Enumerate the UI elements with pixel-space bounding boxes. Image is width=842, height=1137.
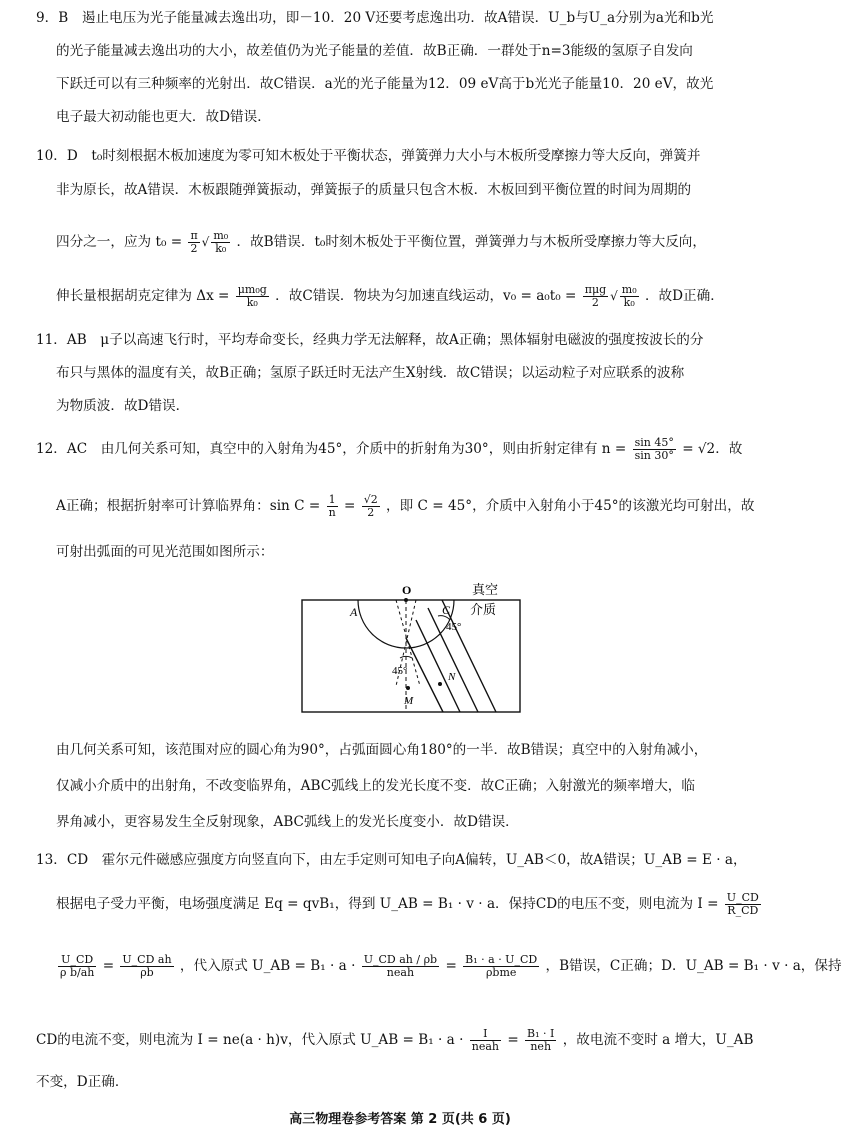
q9-line-3: 下跃迁可以有三种频率的光射出．故C错误．a光的光子能量为12．09 eV高于b光光子能量10．20 eV，故光 [56,76,714,92]
frac-den: k₀ [246,296,258,309]
frac-num: πμg [584,283,607,296]
q13-line-2-text-a: 根据电子受力平衡，电场强度满足 Eq = qvB₁，得到 U_AB = B₁ · v · a．保持CD的电压不变，则电流为 I = [56,896,719,912]
q9-line-2: 的光子能量减去逸出功的大小，故差值仍为光子能量的差值．故B正确．一群处于n=3能级的氢原子自发向 [56,43,693,59]
frac-num: sin 45° [634,436,674,449]
label-n: N [448,671,456,683]
fraction-ucd-over-rcd [725,892,761,917]
label-vacuum: 真空 [472,583,499,598]
label-medium: 介质 [470,603,497,618]
frac-num: m₀ [213,229,229,242]
q13-line-3-text-c: ，B错误，C正确；D．U_AB = B₁ · v · a，保持 [545,958,842,974]
q10-line-4-text-c: ．故D正确． [644,288,724,304]
q11-line-2: 布只与黑体的温度有关，故B正确；氢原子跃迁时无法产生X射线．故C错误；以运动粒子对应联系的波称 [56,365,685,381]
q13-line-3-text-b: ，代入原式 U_AB = B₁ · a · [179,958,356,974]
q12-line-3: 可射出弧面的可见光范围如图所示： [56,544,274,560]
frac-num: U_CD ah [122,953,172,966]
frac-num: B₁ · I [527,1027,555,1040]
label-o: O [402,583,412,597]
fraction-sin45-over-sin30 [633,437,676,462]
fraction-m0-over-k0-2 [620,284,639,309]
frac-den: R_CD [727,904,759,917]
sqrt-sign: √ [201,235,210,249]
frac-den: ρbme [485,966,517,979]
q13-line-3 [56,944,842,988]
frac-den: 2 [367,506,375,519]
frac-num: μm₀g [237,283,267,296]
fraction-mu-m0-g-over-k0 [236,284,269,309]
angle-label-top: 45° [446,621,462,633]
q10-line-4-text-a: 伸长量根据胡克定律为 Δx = [56,288,230,304]
frac-den: ρ b/ah [60,966,95,979]
q13-line-3-eq2: = [445,958,457,974]
fraction-b1-i-over-neh [525,1028,556,1053]
fraction-m0-over-k0 [211,230,230,255]
point-m [406,686,410,690]
q10-line-3 [56,226,776,258]
q12-line-2-text-c: ，即 C = 45°，介质中入射角小于45°的该激光均可射出，故 [386,498,755,514]
q13-line-5: 不变，D正确． [36,1074,129,1090]
q9-line-1: 9．B 遏止电压为光子能量减去逸出功，即－10．20 V还要考虑逸出功．故A错误．U_b与U_a分别为a光和b光 [36,10,714,26]
frac-den: neh [530,1040,552,1053]
q13-line-1: 13．CD 霍尔元件磁感应强度方向竖直向下，由左手定则可知电子向A偏转，U_AB＜0，故A错误；U_AB = E · a， [36,852,747,868]
label-a: A [350,605,358,619]
frac-num: U_CD ah / ρb [363,953,438,966]
q12-line-1-text-a: 12．AC 由几何关系可知，真空中的入射角为45°，介质中的折射角为30°，则由折射定律有 n = [36,441,627,457]
frac-num: U_CD [58,954,96,967]
fraction-i-over-neah [470,1028,501,1053]
q11-line-3: 为物质波．故D错误． [56,398,190,414]
ray-3 [416,620,460,712]
fraction-1-over-n [327,494,338,519]
q10-line-3-text-a: 四分之一，应为 t₀ = [56,234,183,250]
q12-line-2 [56,490,776,522]
frac-num: √2 [363,493,378,506]
fraction-pi-over-2 [188,230,199,255]
frac-den: n [328,506,336,519]
q12-para-2: 仅减小介质中的出射角，不改变临界角，ABC弧线上的发光长度不变．故C正确；入射激光的频率增大，临 [56,778,695,794]
frac-den: neah [471,1040,499,1053]
refraction-diagram [300,576,524,714]
q13-line-4 [36,1024,776,1056]
q12-para-3: 界角减小，更容易发生全反射现象，ABC弧线上的发光长度变小．故D错误． [56,814,519,830]
angle-label-bottom: 45° [392,665,408,677]
frac-num: m₀ [621,283,637,296]
fraction-sqrt2-over-2 [362,494,380,519]
frac-num: I [470,1028,501,1041]
q12-line-1 [36,433,776,465]
sqrt-sign: √ [610,289,618,303]
q13-line-3-eq: = [102,958,115,974]
q10-line-3-text-b: ．故B错误．t₀时刻木板处于平衡位置，弹簧弹力与木板所受摩擦力等大反向， [236,234,706,250]
q13-line-4-text-a: CD的电流不变，则电流为 I = ne(a · h)v，代入原式 U_AB = B₁ · a · [36,1032,464,1048]
frac-num: B₁ · a · U_CD [465,953,538,966]
q13-line-4-eq: = [507,1032,519,1048]
frac-den: sin 30° [634,449,674,462]
fraction-pi-mu-g-over-2 [583,284,608,309]
q13-line-2 [56,888,776,920]
label-m: M [404,695,414,707]
q10-line-4-text-b: ．故C错误．物块为匀加速直线运动，v₀ = a₀t₀ = [275,288,577,304]
fraction-ucd-ah-over-rho-b [120,954,173,979]
q12-line-1-text-b: = √2．故 [682,441,743,457]
frac-num: U_CD [726,891,759,904]
fraction-ucd-over-rho-b-ah [58,954,96,979]
q10-line-2: 非为原长，故A错误．木板跟随弹簧振动，弹簧振子的质量只包含木板．木板回到平衡位置的时间为周期的 [56,182,692,198]
q10-line-1: 10．D t₀时刻根据木板加速度为零可知木板处于平衡状态，弹簧弹力大小与木板所受摩擦力等大反向，弹簧并 [36,148,701,164]
q12-line-2-text-a: A正确；根据折射率可计算临界角：sin C = [56,498,321,514]
footer-title: 高三物理卷参考答案 [289,1112,407,1127]
frac-num: 1 [327,494,338,507]
label-c: C [442,603,451,617]
frac-den: k₀ [215,242,227,255]
page-footer [0,1108,800,1127]
frac-den: neah [386,966,415,979]
q13-line-4-text-b: ，故电流不变时 a 增大，U_AB [562,1032,754,1048]
fraction-nested [362,954,439,979]
frac-den: 2 [190,242,198,255]
q12-line-2-text-b: = [343,498,356,514]
frac-den: k₀ [623,296,635,309]
q10-line-4 [56,280,776,312]
frac-den: 2 [591,296,599,309]
fraction-b1-a-ucd-over-rho-bme [463,954,539,979]
q11-line-1: 11．AB μ子以高速飞行时，平均寿命变长，经典力学无法解释，故A正确；黑体辐射电磁波的强度按波长的分 [36,332,704,348]
q12-para-1: 由几何关系可知，该范围对应的圆心角为90°，占弧面圆心角180°的一半．故B错误；真空中的入射角减小， [56,742,708,758]
frac-den: ρb [140,966,154,979]
frac-num: π [190,229,198,242]
point-n [438,682,442,686]
q9-line-4: 电子最大初动能也更大．故D错误． [56,109,271,125]
footer-page: 第 2 页(共 6 页) [410,1112,511,1127]
